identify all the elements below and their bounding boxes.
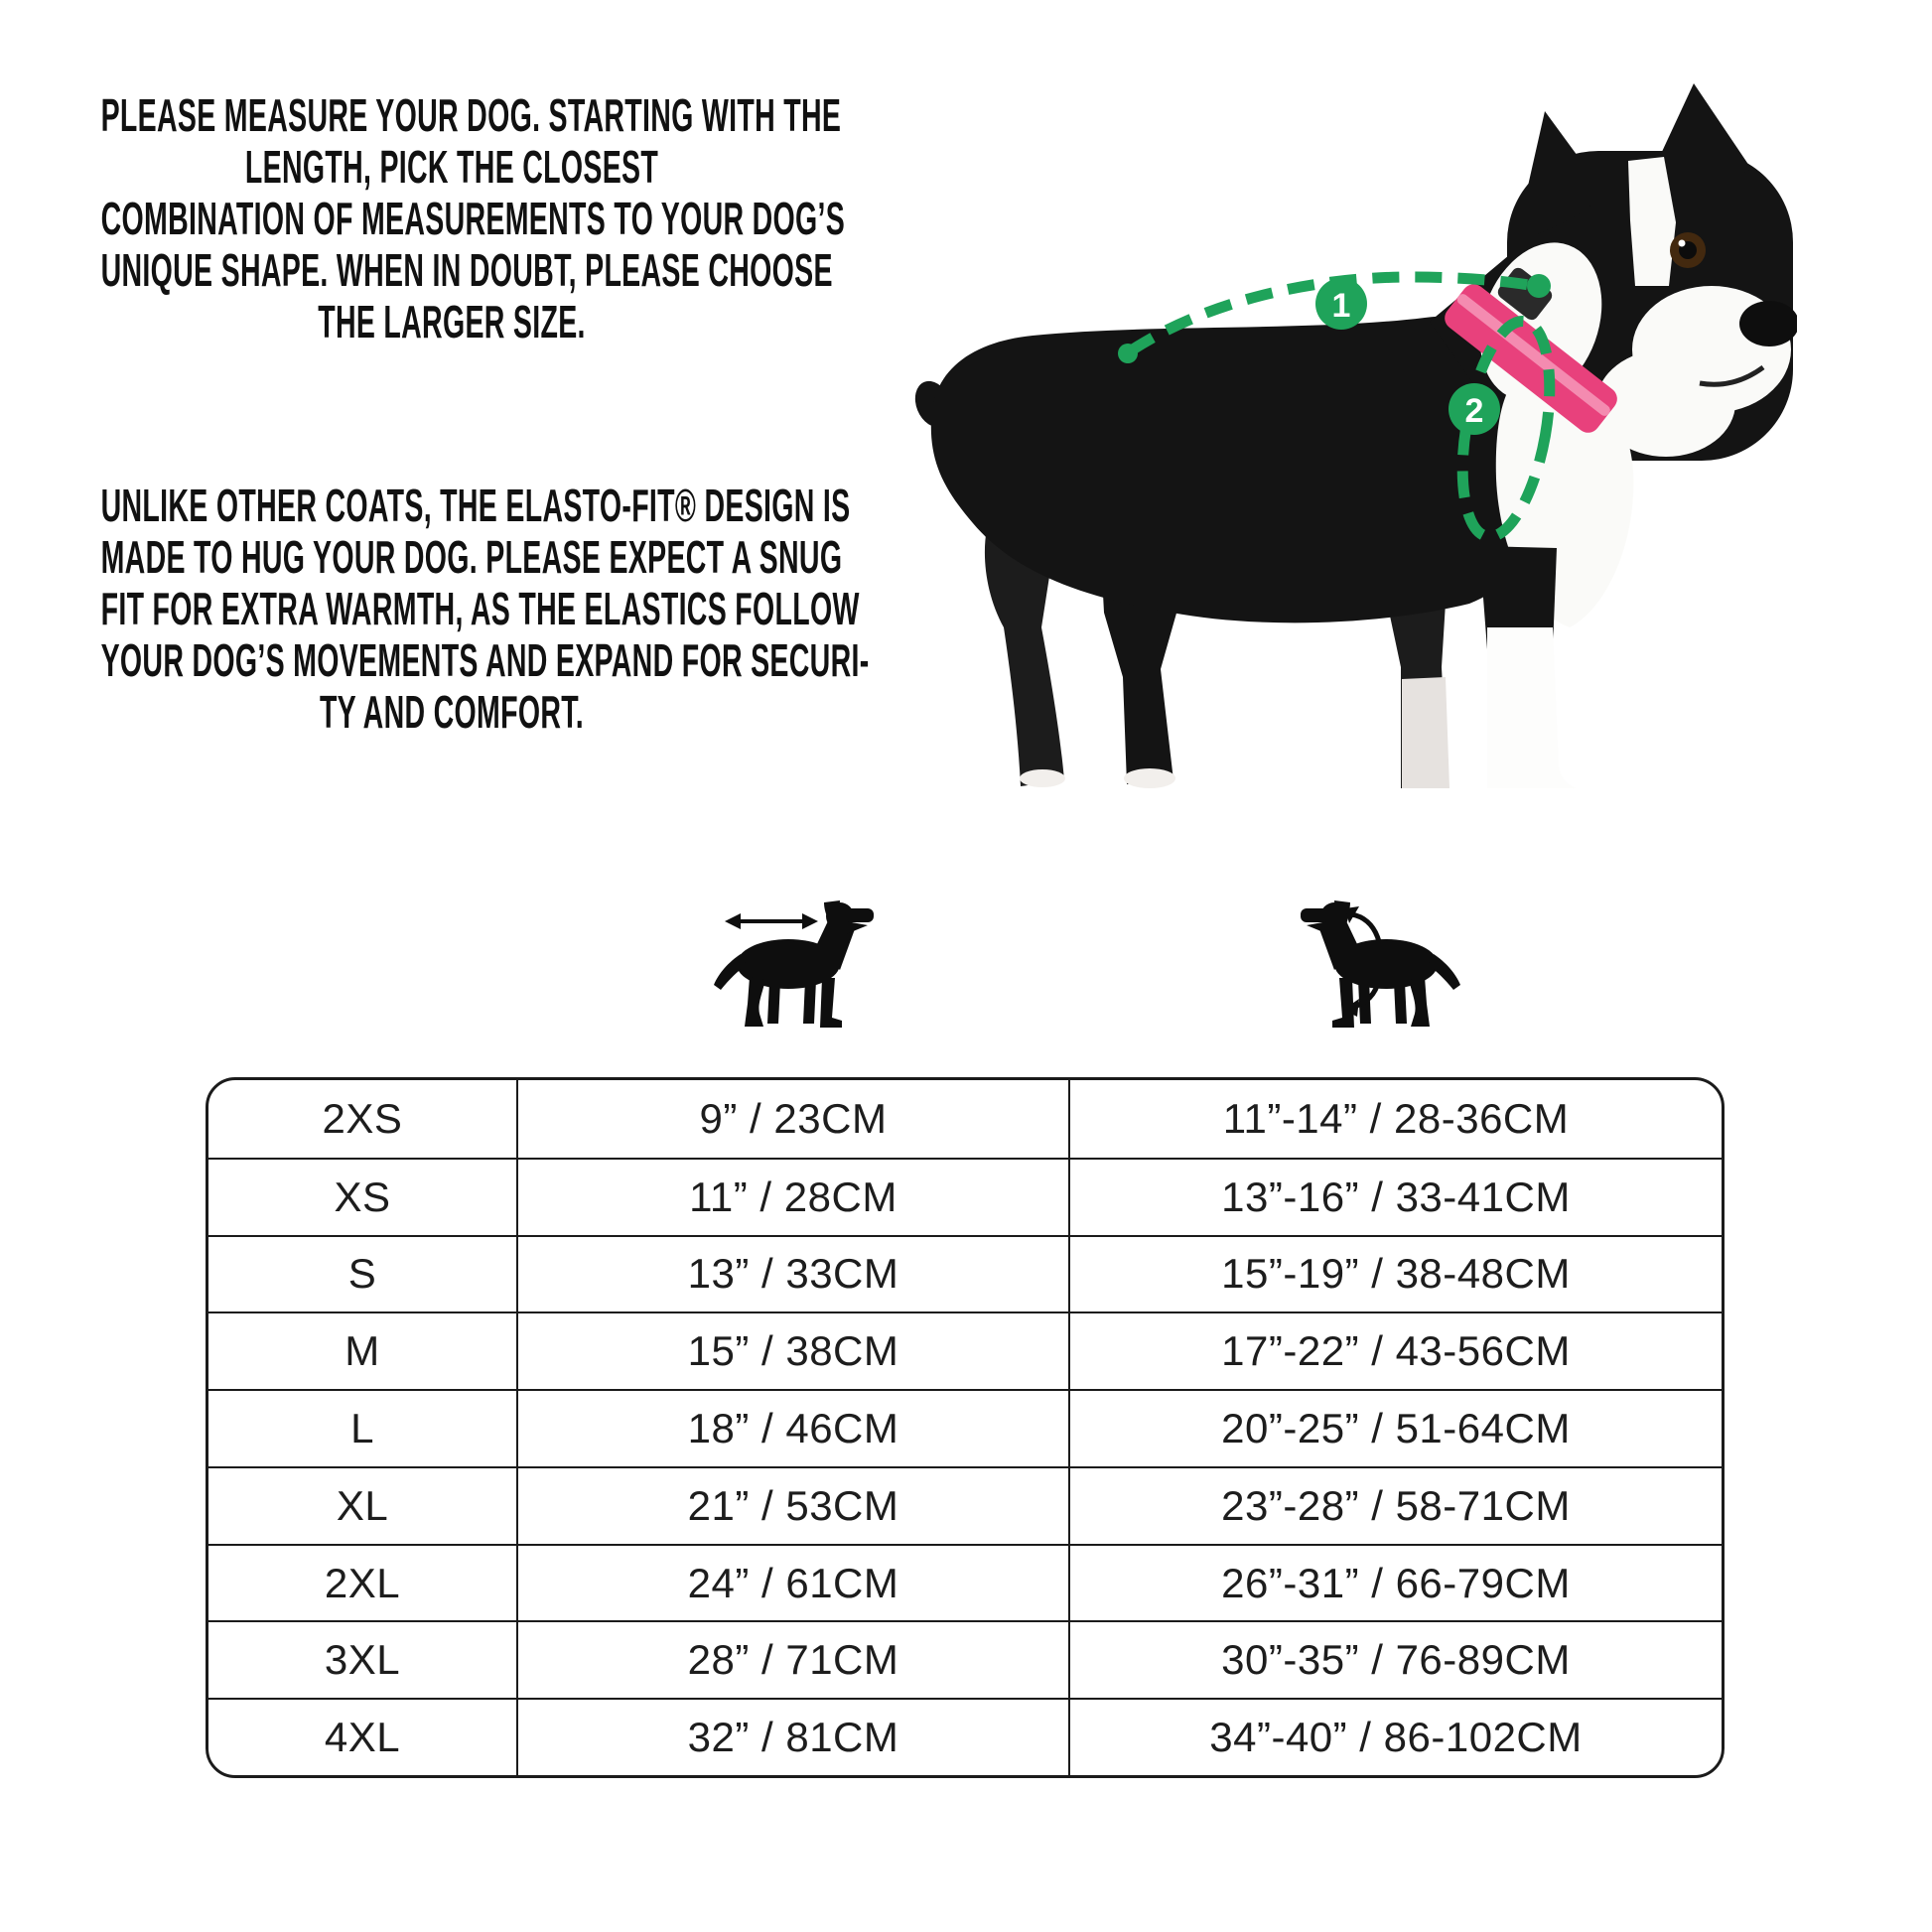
svg-text:1: 1 (1331, 287, 1351, 325)
size-table-cell-m-size: M (208, 1311, 516, 1389)
size-table-cell-3xl-girth: 30”-35” / 76-89CM (1068, 1620, 1722, 1698)
intro-paragraph-2 (100, 480, 870, 738)
size-table-cell-l-girth: 20”-25” / 51-64CM (1068, 1389, 1722, 1466)
dog-far-front-sock (1402, 677, 1449, 788)
length-icon (705, 887, 889, 1045)
dog-rear-paw (1124, 768, 1175, 788)
intro-line: COMBINATION OF MEASUREMENTS TO YOUR DOG’S (100, 193, 846, 244)
svg-text:2: 2 (1464, 392, 1484, 430)
intro-line: MADE TO HUG YOUR DOG. PLEASE EXPECT A SNUG (100, 531, 843, 583)
size-table-cell-xs-girth: 13”-16” / 33-41CM (1068, 1158, 1722, 1235)
size-table-cell-2xl-girth: 26”-31” / 66-79CM (1068, 1544, 1722, 1621)
size-table-cell-3xl-size: 3XL (208, 1620, 516, 1698)
intro-line: LENGTH, PICK THE CLOSEST (244, 141, 659, 193)
intro-line: YOUR DOG’S MOVEMENTS AND EXPAND FOR SECURI- (100, 634, 870, 686)
size-table-cell-xl-length: 21” / 53CM (516, 1466, 1068, 1544)
size-table-cell-xl-size: XL (208, 1466, 516, 1544)
size-table-cell-m-girth: 17”-22” / 43-56CM (1068, 1311, 1722, 1389)
size-table (206, 1077, 1725, 1778)
size-table-cell-xs-length: 11” / 28CM (516, 1158, 1068, 1235)
dog-illustration (908, 83, 1797, 788)
size-table-cell-4xl-girth: 34”-40” / 86-102CM (1068, 1698, 1722, 1775)
intro-line: PLEASE MEASURE YOUR DOG. STARTING WITH THE (100, 89, 842, 141)
size-table-cell-4xl-length: 32” / 81CM (516, 1698, 1068, 1775)
dog-photo (894, 71, 1797, 796)
intro-line: FIT FOR EXTRA WARMTH, AS THE ELASTICS FOLLOW (100, 583, 860, 634)
intro-paragraph-1 (100, 89, 846, 347)
dog-chin (1596, 349, 1735, 457)
size-table-cell-l-size: L (208, 1389, 516, 1466)
intro-line: UNLIKE OTHER COATS, THE ELASTO-FIT® DESIGN IS (100, 480, 851, 531)
size-table-cell-2xs-size: 2XS (322, 1094, 403, 1142)
intro-line: TY AND COMFORT. (319, 686, 585, 738)
size-table-cell-2xl-length: 24” / 61CM (516, 1544, 1068, 1621)
dog-far-rear-paw (1020, 769, 1065, 787)
size-table-cell-s-girth: 15”-19” / 38-48CM (1068, 1235, 1722, 1312)
size-table-cell-s-length: 13” / 33CM (516, 1235, 1068, 1312)
intro-line: UNIQUE SHAPE. WHEN IN DOUBT, PLEASE CHOOSE (100, 244, 833, 296)
girth-icon (1286, 887, 1469, 1045)
dog-nose (1739, 301, 1797, 346)
dog-ear-right (1654, 83, 1751, 180)
dog-eye-glint (1679, 240, 1686, 247)
measure-badge-1 (1315, 278, 1367, 330)
size-table-cell-s-size: S (208, 1235, 516, 1312)
intro-line: THE LARGER SIZE. (318, 296, 586, 347)
measure-line-end-dot (1527, 274, 1551, 298)
size-table-cell-m-length: 15” / 38CM (516, 1311, 1068, 1389)
size-table-cell-2xs-length: 9” / 23CM (516, 1080, 1068, 1158)
size-table-cell-2xl-size: 2XL (208, 1544, 516, 1621)
size-table-cell-2xs-girth: 11”-14” / 28-36CM (1068, 1080, 1722, 1158)
size-table-cell-l-length: 18” / 46CM (516, 1389, 1068, 1466)
measure-line-start-dot (1118, 344, 1138, 363)
dog-front-sock (1487, 627, 1576, 788)
size-table-cell-xl-girth: 23”-28” / 58-71CM (1068, 1466, 1722, 1544)
measure-badge-2 (1449, 383, 1500, 435)
intro-text (100, 89, 870, 738)
size-table-cell-xs-size: XS (208, 1158, 516, 1235)
size-table-cell-4xl-size: 4XL (208, 1698, 516, 1775)
size-table-cell-3xl-length: 28” / 71CM (516, 1620, 1068, 1698)
length-arrow (725, 913, 818, 929)
